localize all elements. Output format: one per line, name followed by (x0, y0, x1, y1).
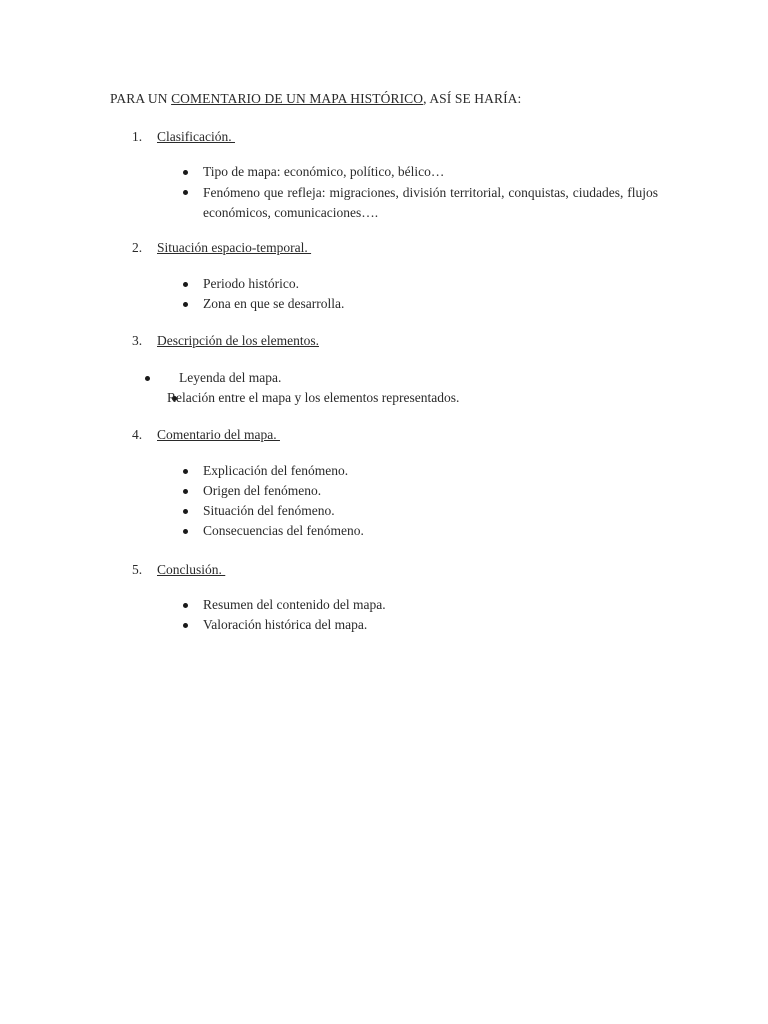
list-item: Relación entre el mapa y los elementos representados. (167, 390, 460, 405)
list-item: Fenómeno que refleja: migraciones, división territorial, conquistas, ciudades, flujos económicos, comunicaciones…. (203, 185, 658, 220)
list-item: Zona en que se desarrolla. (203, 296, 345, 311)
heading-suffix: , ASÍ SE HARÍA: (423, 91, 522, 106)
list-item: Tipo de mapa: económico, político, bélico… (203, 164, 445, 179)
list-item: Resumen del contenido del mapa. (203, 597, 386, 612)
bullet-dot-icon (183, 302, 188, 307)
section-title: Clasificación. (157, 129, 235, 144)
bullet-dot-icon (183, 282, 188, 287)
section-title: Descripción de los elementos. (157, 333, 319, 348)
section-title: Situación espacio-temporal. (157, 240, 312, 255)
section-number: 2. (132, 240, 143, 255)
list-item: Periodo histórico. (203, 276, 299, 291)
bullet-dot-icon (183, 529, 188, 534)
bullet-dot-icon (183, 489, 188, 494)
list-item: Explicación del fenómeno. (203, 463, 349, 478)
bullet-dot-icon (183, 190, 188, 195)
section-number: 1. (132, 129, 143, 144)
bullet-dot-icon (183, 603, 188, 608)
bullet-dot-icon (183, 170, 188, 175)
list-item: Consecuencias del fenómeno. (203, 523, 364, 538)
list-item: Origen del fenómeno. (203, 483, 322, 498)
heading-underlined-title: COMENTARIO DE UN MAPA HISTÓRICO (171, 91, 424, 106)
section-number: 5. (132, 562, 143, 577)
bullet-dot-icon (183, 469, 188, 474)
list-item: Situación del fenómeno. (203, 503, 335, 518)
list-item: Leyenda del mapa. (179, 370, 282, 385)
section-title: Comentario del mapa. (157, 427, 280, 442)
section-number: 4. (132, 427, 143, 442)
section-number: 3. (132, 333, 143, 348)
bullet-dot-icon (183, 509, 188, 514)
section-title: Conclusión. (157, 562, 226, 577)
bullet-dot-icon (145, 376, 150, 381)
bullet-dot-icon (183, 623, 188, 628)
heading-prefix: PARA UN (110, 91, 172, 106)
list-item: Valoración histórica del mapa. (203, 617, 368, 632)
document-heading (110, 91, 521, 107)
